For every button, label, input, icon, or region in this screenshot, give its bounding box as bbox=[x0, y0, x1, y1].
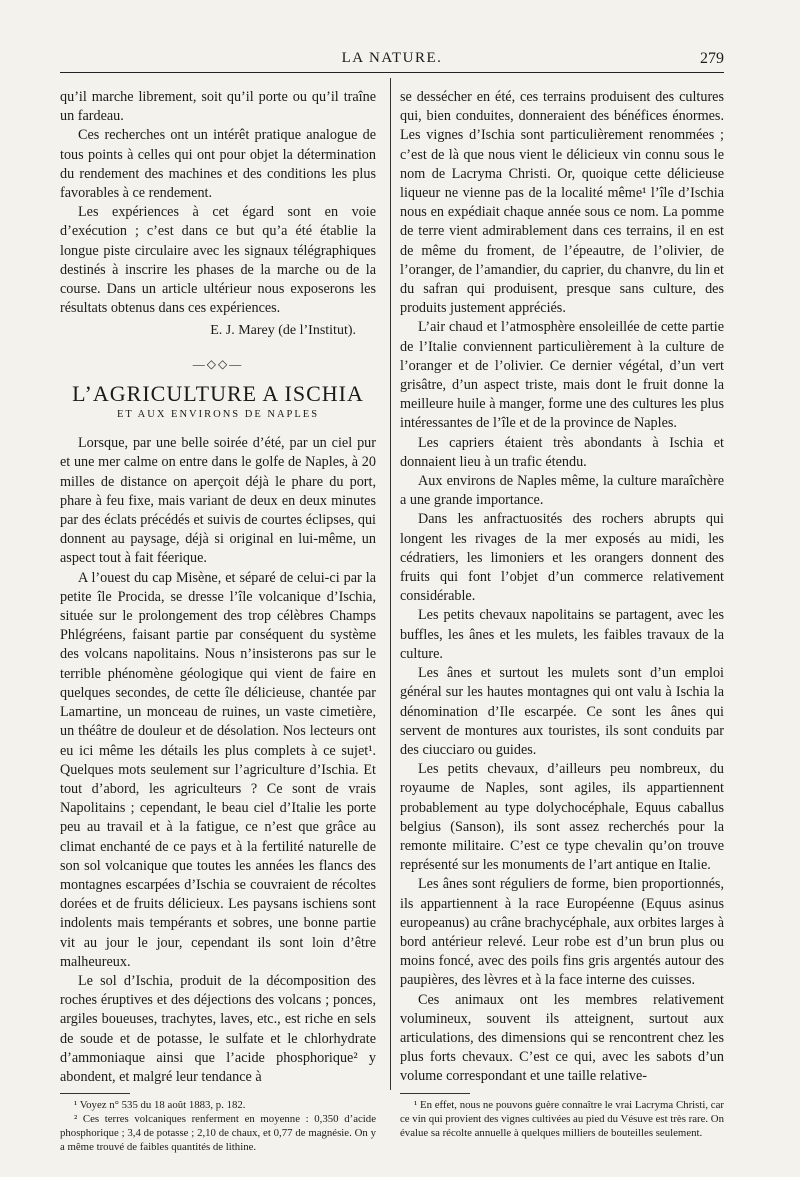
paragraph: L’air chaud et l’atmosphère ensoleillée de cette partie de l’Italie conviennent particulièrement à la culture de l’oranger et de l’olivier. Ce dernier végétal, d’un vert grisâtre, d’un aspect triste, mais dont le fruit donne la meilleure huile à manger, forme une des cultures les plus intéressantes de l’île et de la province de Naples. bbox=[400, 319, 724, 432]
paragraph: Ces animaux ont les membres relativement volumineux, souvent ils atteignent, surtout aux articulations, des dimensions qui se rencontrent chez les plus forts chevaux. C’est ce qui, avec les sabots d’un volume correspondant et une taille relative- bbox=[400, 991, 724, 1085]
footnote-rule bbox=[400, 1093, 470, 1094]
paragraph: A l’ouest du cap Misène, et séparé de celui-ci par la petite île Procida, se dresse l’île volcanique d’Ischia, située sur le prolongement des trop célèbres Champs Phlégréens, faisant partie par conséquent du système des volcans napolitains. Nous n’insisterons pas sur le terrible phénomène géologique qui vient de faire en quelques secondes, de cette île délicieuse, chantée par Lamartine, un monceau de ruines, un vaste cimetière, un théâtre de douleur et de désolation. Nos lecteurs ont eu ici même les détails les plus complets à ce sujet¹. Quelques mots seulement sur l’agriculture d’Ischia. Et tout d’abord, les agriculteurs ? Ce sont de vrais Napolitains ; cependant, le beau ciel d’Italie les porte peu au travail et à la fatigue, ce n’est que grâce au climat enchanté de ce pays et à la fertilité naturelle de son sol volcanique que toutes les années les flancs des montagnes escarpées d’Ischia se couvraient de récoltes dorées et de fruits délicieux. Les paysans ischiens sont indolents mais tempérants et sobres, une bonne partie vit au jour le jour, cependant ils sont loin d’être malheureux. bbox=[60, 569, 376, 970]
footnotes bbox=[60, 1098, 376, 1154]
footnote: ¹ En effet, nous ne pouvons guère connaître le vrai Lacryma Christi, car ce vin qui provient des vignes cultivées au pied du Vésuve est très rare. On évalue sa récolte annuelle à quelques milliers de bouteilles seulement. bbox=[400, 1098, 724, 1139]
paragraph: Les petits chevaux napolitains se partagent, avec les buffles, les ânes et les mulets, les faibles travaux de la culture. bbox=[400, 607, 724, 662]
footnotes bbox=[400, 1098, 724, 1140]
paragraph: Les ânes sont réguliers de forme, bien proportionnés, ils appartiennent à la race Européenne (Equus asinus europeanus) au crâne brachycéphale, aux orbites larges à bord antérieur relevé. Leur robe est d’un brun plus ou moins foncé, avec des poils fins gris argentés autour des paupières, des lèvres et à la face interne des cuisses. bbox=[400, 876, 724, 989]
paragraph: Lorsque, par une belle soirée d’été, par un ciel pur et une mer calme on entre dans le golfe de Naples, à 20 milles de distance on aperçoit déjà le phare du port, phare à feu fixe, mais variant de deux en deux minutes par des éclats précédés et suivis de courtes éclipses, qui donnent au paysage, déjà si original en lui-même, un aspect tout à fait féerique. bbox=[60, 435, 376, 567]
right-column bbox=[400, 88, 724, 1140]
footnote-rule bbox=[60, 1093, 130, 1094]
header-rule bbox=[60, 72, 724, 73]
paragraph: se dessécher en été, ces terrains produisent des cultures qui, bien conduites, donneraient des bénéfices énormes. Les vignes d’Ischia sont particulièrement renommées ; c’est de là que nous vient le délicieux vin connu sous le nom de Lacryma Christi. Or, quoique cette délicieuse liqueur ne vienne pas de la localité même¹ l’île d’Ischia nous en expédiait chaque année sous ce nom. La pomme de terre vient admirablement dans ces terrains, il en est de même du froment, de l’épeautre, de l’olivier, de l’oranger, de l’amandier, du caprier, du chanvre, du lin et du safran qui produisent, presque sans culture, des produits justement appréciés. bbox=[400, 89, 724, 317]
paragraph: Aux environs de Naples même, la culture maraîchère a une grande importance. bbox=[400, 473, 724, 509]
footnote: ² Ces terres volcaniques renferment en moyenne : 0,350 d’acide phosphorique ; 3,4 de potasse ; 2,10 de chaux, et 0,77 de magnésie. On y a même trouvé de faibles quantités de lithine. bbox=[60, 1113, 376, 1154]
article-title: L’AGRICULTURE A ISCHIA bbox=[72, 380, 364, 406]
author-signature: E. J. Marey (de l’Institut). bbox=[210, 323, 356, 339]
paragraph: Dans les anfractuosités des rochers abrupts qui longent les rivages de la mer exposés au midi, les cédratiers, les limoniers et les orangers donnent des fruits qui font l’objet d’un commerce relativement considérable. bbox=[400, 511, 724, 605]
paragraph: Les capriers étaient très abondants à Ischia et donnaient lieu à un trafic étendu. bbox=[400, 434, 724, 470]
paragraph: Les ânes et surtout les mulets sont d’un emploi général sur les hautes montagnes qui ont valu à Ischia la dénomination d’Ile escarpée. Ce sont les ânes qui servent de montures aux touristes, ils sont conduits par des ciucciaro ou guides. bbox=[400, 665, 724, 758]
article-subtitle: ET AUX ENVIRONS DE NAPLES bbox=[116, 409, 320, 421]
page-header bbox=[60, 50, 724, 74]
paragraph: qu’il marche librement, soit qu’il porte ou qu’il traîne un fardeau. bbox=[60, 89, 376, 125]
paragraph: Ces recherches ont un intérêt pratique analogue de tous points à celles qui ont pour objet la détermination du rendement des machines et des conditions les plus favorables à ce rendement. bbox=[60, 127, 376, 202]
journal-title: LA NATURE. bbox=[341, 50, 443, 66]
section-ornament: —◇◇— bbox=[192, 356, 244, 371]
page-number: 279 bbox=[700, 50, 724, 67]
paragraph: Les petits chevaux, d’ailleurs peu nombreux, du royaume de Naples, sont agiles, ils appartiennent probablement au type dolychocéphale, Equus caballus belgius (Sanson), ils sont assez recherchés pour la remonte militaire. C’est ce type chevalin qu’on trouve représenté sur les monuments de l’art antique en Italie. bbox=[400, 761, 724, 874]
paragraph: Le sol d’Ischia, produit de la décomposition des roches éruptives et des déjections des volcans ; ponces, argiles boueuses, trachytes, laves, etc., est riche en sels de soude et de potasse, le sulfate et le chlorhydrate d’ammoniaque ainsi que l’acide phosphorique² y abondent, et malgré leur tendance à bbox=[60, 972, 376, 1085]
paragraph: Les expériences à cet égard sont en voie d’exécution ; c’est dans ce but qu’a été établie la longue piste circulaire avec les signaux télégraphiques destinés à inscrire les phases de la marche ou de la course. Dans un article ultérieur nous exposerons les résultats obtenus dans ces expériences. bbox=[60, 204, 376, 317]
left-column bbox=[60, 88, 376, 1154]
column-divider bbox=[390, 78, 391, 1090]
footnote: ¹ Voyez n° 535 du 18 août 1883, p. 182. bbox=[74, 1099, 246, 1112]
